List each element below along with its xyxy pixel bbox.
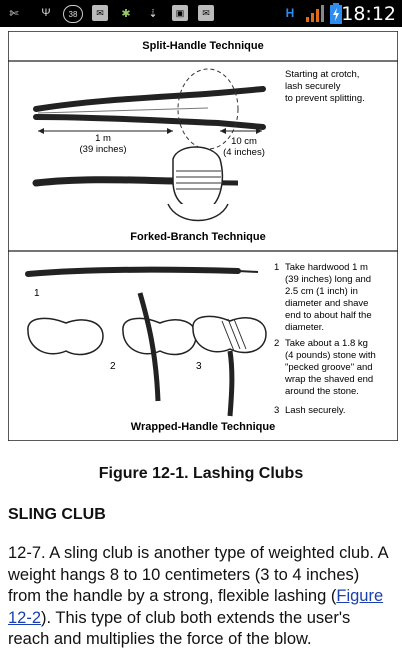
step-2-label: 2 bbox=[110, 361, 116, 372]
step-2-line-5: around the stone. bbox=[285, 386, 359, 397]
step-3-num: 3 bbox=[274, 405, 280, 416]
step-1-label: 1 bbox=[34, 288, 40, 299]
paragraph-text-after: ). This type of club both extends the user's reach and multiplies the force of the blow. bbox=[8, 608, 351, 648]
forked-branch-title: Forked-Branch Technique bbox=[130, 231, 266, 243]
message-icon: ✉ bbox=[198, 5, 214, 21]
signal-icon bbox=[306, 5, 324, 22]
wrapped-handle-title: Wrapped-Handle Technique bbox=[130, 421, 276, 433]
step-3-label: 3 bbox=[196, 361, 202, 372]
split-note-line-1: Starting at crotch, bbox=[285, 69, 360, 80]
body-paragraph bbox=[8, 543, 396, 651]
figure-caption: Figure 12-1. Lashing Clubs bbox=[98, 465, 304, 482]
section-heading: SLING CLUB bbox=[8, 506, 106, 523]
dim-10cm-label: 10 cm bbox=[231, 136, 257, 147]
paragraph-text-before: 12-7. A sling club is another type of weighted club. A weight hangs 8 to 10 centimeters (3 to 4 inches) from the handle by a strong, flexible lashing ( bbox=[8, 544, 388, 605]
step-1-num: 1 bbox=[274, 262, 280, 273]
notification-count-icon bbox=[63, 5, 83, 23]
step-1-line-1: Take hardwood 1 m bbox=[285, 262, 368, 273]
chat-icon: ✉ bbox=[92, 5, 108, 21]
status-bar bbox=[0, 0, 402, 27]
dim-1m-label: 1 m bbox=[95, 133, 111, 144]
step-1-line-3: 2.5 cm (1 inch) in bbox=[285, 286, 358, 297]
tools-icon: ✄ bbox=[9, 7, 19, 20]
step-1-line-2: (39 inches) long and bbox=[285, 274, 372, 285]
stone-drawing-1 bbox=[28, 318, 103, 354]
step-2-line-4: wrap the shaved end bbox=[285, 374, 374, 385]
step-1-line-5: end to about half the bbox=[285, 310, 372, 321]
figure-12-2-link[interactable]: Figure 12-2 bbox=[8, 587, 384, 627]
usb-icon: Ψ bbox=[41, 7, 51, 19]
network-type-label: H bbox=[285, 6, 295, 20]
split-note-line-2: lash securely bbox=[285, 81, 341, 92]
step-2-line-3: "pecked groove" and bbox=[285, 362, 373, 373]
android-icon: ✱ bbox=[121, 7, 131, 20]
download-icon: ⇣ bbox=[148, 7, 158, 20]
network-type-icon bbox=[282, 5, 298, 21]
dim-10cm-sub: (4 inches) bbox=[223, 147, 265, 158]
split-handle-title: Split-Handle Technique bbox=[142, 40, 264, 52]
step-2-line-1: Take about a 1.8 kg bbox=[285, 338, 368, 349]
step-3-line-1: Lash securely. bbox=[285, 405, 346, 416]
notification-count: 38 bbox=[68, 9, 78, 19]
step-2-line-2: (4 pounds) stone with bbox=[285, 350, 376, 361]
step-1-line-6: diameter. bbox=[285, 322, 325, 333]
step-1-line-4: diameter and shave bbox=[285, 298, 369, 309]
lashing-clubs-figure bbox=[8, 31, 398, 441]
step-2-num: 2 bbox=[274, 338, 280, 349]
clock: 18:12 bbox=[341, 3, 396, 25]
photo-icon: ▣ bbox=[172, 5, 188, 21]
split-note-line-3: to prevent splitting. bbox=[285, 93, 365, 104]
dim-1m-sub: (39 inches) bbox=[79, 144, 127, 155]
battery-icon bbox=[330, 3, 342, 24]
